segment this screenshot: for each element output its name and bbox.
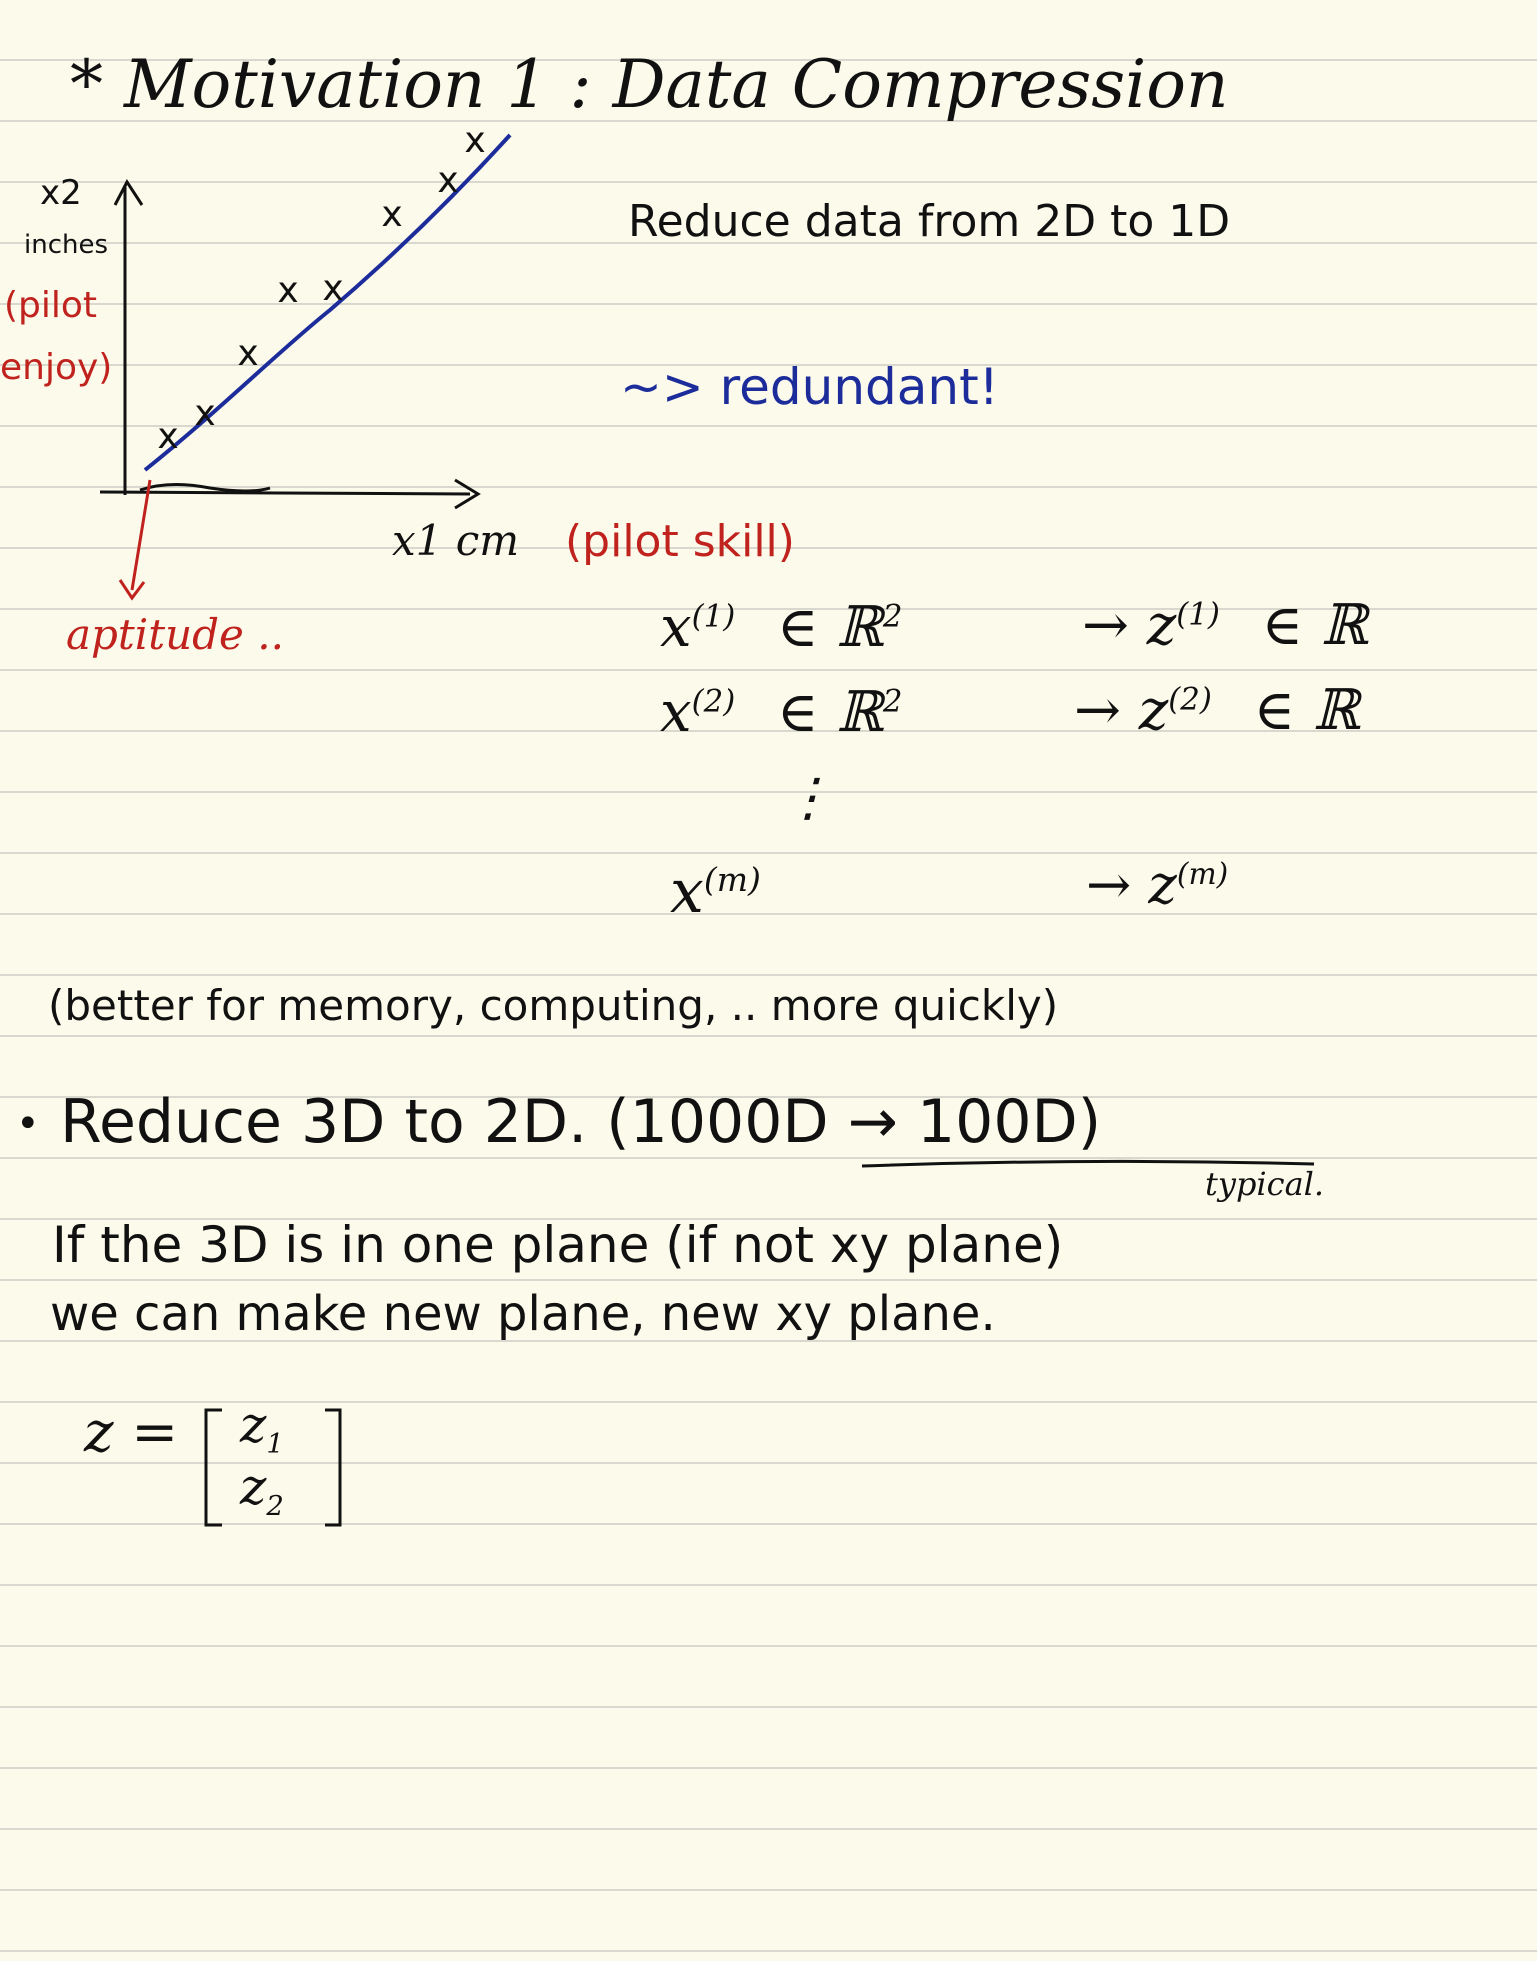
y-axis-label: x2 (40, 173, 82, 213)
aptitude-label: aptitude .. (66, 610, 284, 659)
redundant-note: ~> redundant! (620, 358, 999, 416)
mapping-row-1-z: → $z^{(1)}$ ∈ ℝ (1082, 593, 1368, 658)
mapping-row-2: $x^{(2)}$ ∈ ℝ$^2$ (660, 680, 903, 745)
mapping-row-m-z: → $z^{(m)}$ (1086, 853, 1229, 916)
z-vector-entry-2: $z_2$ (240, 1458, 284, 1522)
data-point-mark: x (277, 270, 299, 311)
data-point-mark: x (237, 333, 259, 374)
reduce-2d-1d: Reduce data from 2D to 1D (628, 196, 1231, 247)
data-point-mark: x (157, 416, 179, 457)
mapping-row-1: $x^{(1)}$ ∈ ℝ$^2$ (660, 595, 903, 660)
y-alt-label-line2: enjoy) (0, 347, 113, 388)
z-vector-lhs: z = (84, 1400, 179, 1465)
data-point-mark: x (464, 120, 486, 161)
x-axis-label: x1 cm (392, 516, 520, 565)
data-point-mark: x (322, 268, 344, 309)
page-title: * Motivation 1 : Data Compression (70, 46, 1229, 123)
bullet: • (16, 1101, 40, 1147)
mapping-row-m: $x^{(m)}$ (670, 857, 761, 927)
data-point-mark: x (194, 393, 216, 434)
data-point-mark: x (381, 194, 403, 235)
typical-note: typical. (1205, 1165, 1325, 1203)
mapping-row-2-z: → $z^{(2)}$ ∈ ℝ (1074, 678, 1360, 743)
data-point-mark: x (437, 160, 459, 201)
plane-line-2: we can make new plane, new xy plane. (50, 1286, 996, 1342)
y-alt-label-line1: (pilot (4, 285, 98, 326)
plane-line-1: If the 3D is in one plane (if not xy plane) (52, 1216, 1064, 1274)
mapping-ellipsis: ⋮ (782, 768, 834, 828)
z-vector-entry-1: $z_1$ (240, 1396, 284, 1460)
y-axis-unit: inches (24, 230, 109, 260)
reduce-3d-2d: Reduce 3D to 2D. (1000D → 100D) (60, 1087, 1102, 1157)
better-note: (better for memory, computing, .. more quickly) (48, 981, 1059, 1030)
x-alt-label: (pilot skill) (565, 516, 795, 567)
